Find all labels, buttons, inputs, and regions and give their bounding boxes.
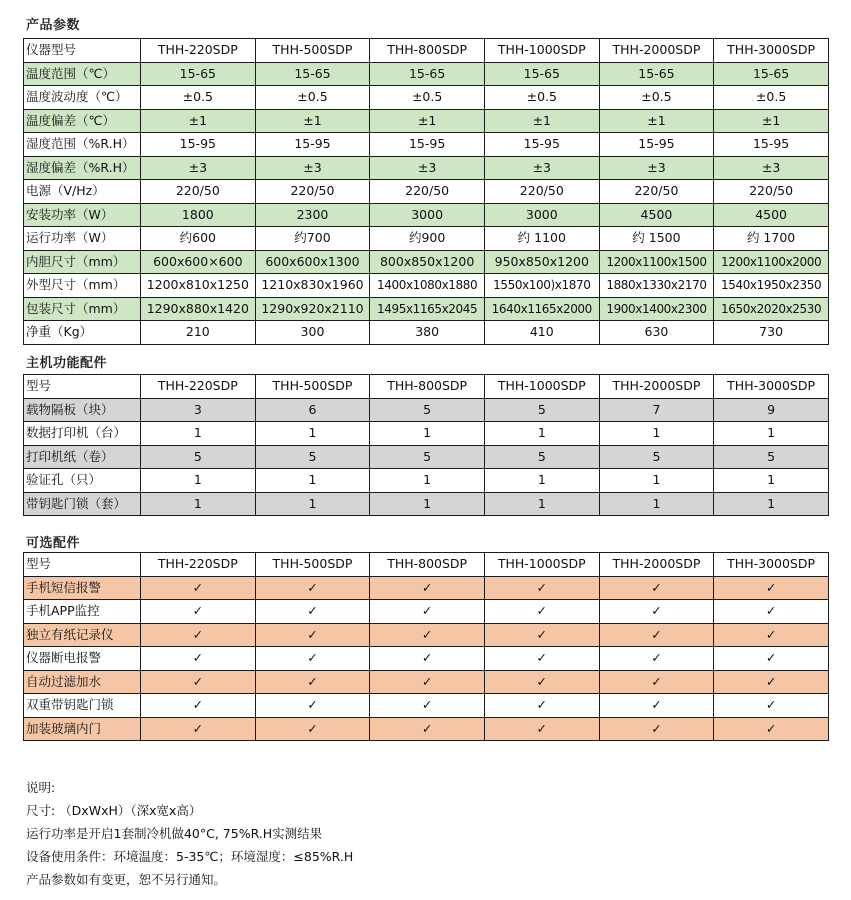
check-icon: ✓ bbox=[714, 717, 829, 741]
check-icon: ✓ bbox=[141, 576, 256, 600]
value-cell: 5 bbox=[370, 445, 485, 469]
note-line: 产品参数如有变更，恕不另行通知。 bbox=[26, 872, 227, 887]
value-cell: 220/50 bbox=[141, 180, 256, 204]
value-cell: ±1 bbox=[599, 109, 714, 133]
value-cell: 410 bbox=[484, 321, 599, 345]
model-header-cell: THH-220SDP bbox=[141, 39, 256, 63]
main-accessory-row bbox=[24, 492, 829, 516]
value-cell: 800x850x1200 bbox=[370, 250, 485, 274]
value-cell: 15-95 bbox=[714, 133, 829, 157]
row-label-cell: 运行功率（W） bbox=[24, 227, 141, 251]
row-label-cell: 仪器断电报警 bbox=[24, 647, 141, 671]
value-cell: 15-95 bbox=[599, 133, 714, 157]
check-icon: ✓ bbox=[141, 623, 256, 647]
header-label-cell: 仪器型号 bbox=[24, 39, 141, 63]
check-icon: ✓ bbox=[599, 647, 714, 671]
value-cell: 1650x2020x2530 bbox=[714, 297, 829, 321]
row-label-cell: 数据打印机（台） bbox=[24, 422, 141, 446]
value-cell: 1 bbox=[370, 469, 485, 493]
value-cell: 1 bbox=[255, 469, 370, 493]
main-accessories-section-title: 主机功能配件 bbox=[26, 356, 108, 371]
check-icon: ✓ bbox=[255, 600, 370, 624]
value-cell: 15-95 bbox=[141, 133, 256, 157]
value-cell: 1290x880x1420 bbox=[141, 297, 256, 321]
value-cell: 3000 bbox=[484, 203, 599, 227]
value-cell: 1 bbox=[370, 492, 485, 516]
row-label-cell: 加装玻璃内门 bbox=[24, 717, 141, 741]
check-icon: ✓ bbox=[255, 694, 370, 718]
main-accessory-row bbox=[24, 445, 829, 469]
value-cell: 1 bbox=[714, 422, 829, 446]
check-icon: ✓ bbox=[599, 600, 714, 624]
row-label-cell: 湿度范围（%R.H） bbox=[24, 133, 141, 157]
check-icon: ✓ bbox=[599, 670, 714, 694]
row-label-cell: 温度偏差（℃） bbox=[24, 109, 141, 133]
optional-accessories-table bbox=[23, 552, 829, 741]
check-icon: ✓ bbox=[255, 670, 370, 694]
value-cell: ±1 bbox=[141, 109, 256, 133]
check-icon: ✓ bbox=[141, 717, 256, 741]
row-label-cell: 载物隔板（块） bbox=[24, 398, 141, 422]
check-icon: ✓ bbox=[255, 717, 370, 741]
value-cell: 5 bbox=[714, 445, 829, 469]
check-icon: ✓ bbox=[370, 600, 485, 624]
check-icon: ✓ bbox=[255, 647, 370, 671]
value-cell: 1200x810x1250 bbox=[141, 274, 256, 298]
value-cell: 4500 bbox=[714, 203, 829, 227]
value-cell: 约600 bbox=[141, 227, 256, 251]
value-cell: 1 bbox=[484, 492, 599, 516]
check-icon: ✓ bbox=[484, 717, 599, 741]
model-header-cell: THH-800SDP bbox=[370, 375, 485, 399]
value-cell: 600x600×600 bbox=[141, 250, 256, 274]
value-cell: 约 1700 bbox=[714, 227, 829, 251]
value-cell: 1640x1165x2000 bbox=[484, 297, 599, 321]
main-accessories-table bbox=[23, 374, 829, 516]
row-label-cell: 外型尺寸（mm） bbox=[24, 274, 141, 298]
check-icon: ✓ bbox=[370, 717, 485, 741]
notes-title: 说明: bbox=[26, 780, 56, 795]
value-cell: 1 bbox=[141, 492, 256, 516]
value-cell: 5 bbox=[484, 398, 599, 422]
model-header-cell: THH-2000SDP bbox=[599, 553, 714, 577]
optional-accessory-row bbox=[24, 647, 829, 671]
row-label-cell: 净重（Kg） bbox=[24, 321, 141, 345]
value-cell: ±1 bbox=[484, 109, 599, 133]
value-cell: 15-65 bbox=[370, 62, 485, 86]
model-header-cell: THH-2000SDP bbox=[599, 39, 714, 63]
row-label-cell: 打印机纸（卷） bbox=[24, 445, 141, 469]
value-cell: 2300 bbox=[255, 203, 370, 227]
check-icon: ✓ bbox=[141, 600, 256, 624]
row-label-cell: 包装尺寸（mm） bbox=[24, 297, 141, 321]
model-header-cell: THH-800SDP bbox=[370, 553, 485, 577]
value-cell: 300 bbox=[255, 321, 370, 345]
row-label-cell: 独立有纸记录仪 bbox=[24, 623, 141, 647]
model-header-cell: THH-1000SDP bbox=[484, 375, 599, 399]
value-cell: 6 bbox=[255, 398, 370, 422]
notes-block bbox=[26, 776, 353, 891]
product-params-table bbox=[23, 38, 829, 345]
value-cell: 1 bbox=[714, 469, 829, 493]
row-label-cell: 温度范围（℃） bbox=[24, 62, 141, 86]
check-icon: ✓ bbox=[484, 623, 599, 647]
check-icon: ✓ bbox=[370, 670, 485, 694]
model-header-cell: THH-220SDP bbox=[141, 553, 256, 577]
value-cell: 600x600x1300 bbox=[255, 250, 370, 274]
value-cell: 约 1500 bbox=[599, 227, 714, 251]
value-cell: 15-65 bbox=[714, 62, 829, 86]
value-cell: 1200x1100x1500 bbox=[599, 250, 714, 274]
value-cell: 15-65 bbox=[141, 62, 256, 86]
check-icon: ✓ bbox=[484, 694, 599, 718]
value-cell: 15-65 bbox=[484, 62, 599, 86]
value-cell: 15-95 bbox=[484, 133, 599, 157]
value-cell: 15-65 bbox=[599, 62, 714, 86]
value-cell: 1 bbox=[714, 492, 829, 516]
value-cell: 5 bbox=[255, 445, 370, 469]
value-cell: 3 bbox=[141, 398, 256, 422]
main-accessory-row bbox=[24, 398, 829, 422]
value-cell: 1 bbox=[484, 469, 599, 493]
params-row bbox=[24, 321, 829, 345]
params-header-row bbox=[24, 39, 829, 63]
row-label-cell: 验证孔（只） bbox=[24, 469, 141, 493]
value-cell: ±0.5 bbox=[484, 86, 599, 110]
params-row bbox=[24, 133, 829, 157]
optional-accessory-row bbox=[24, 576, 829, 600]
model-header-cell: THH-3000SDP bbox=[714, 39, 829, 63]
main-accessory-row bbox=[24, 469, 829, 493]
value-cell: ±3 bbox=[370, 156, 485, 180]
params-row bbox=[24, 156, 829, 180]
value-cell: 1210x830x1960 bbox=[255, 274, 370, 298]
row-label-cell: 手机APP监控 bbox=[24, 600, 141, 624]
value-cell: 7 bbox=[599, 398, 714, 422]
check-icon: ✓ bbox=[141, 647, 256, 671]
check-icon: ✓ bbox=[484, 670, 599, 694]
value-cell: ±0.5 bbox=[599, 86, 714, 110]
check-icon: ✓ bbox=[370, 694, 485, 718]
optional-accessory-row bbox=[24, 694, 829, 718]
value-cell: 210 bbox=[141, 321, 256, 345]
params-row bbox=[24, 274, 829, 298]
value-cell: 730 bbox=[714, 321, 829, 345]
value-cell: 5 bbox=[484, 445, 599, 469]
value-cell: 1 bbox=[599, 422, 714, 446]
row-label-cell: 安装功率（W） bbox=[24, 203, 141, 227]
check-icon: ✓ bbox=[484, 647, 599, 671]
check-icon: ✓ bbox=[370, 647, 485, 671]
params-row bbox=[24, 203, 829, 227]
params-section-title: 产品参数 bbox=[26, 18, 81, 33]
value-cell: ±3 bbox=[141, 156, 256, 180]
params-row bbox=[24, 86, 829, 110]
optional-accessory-row bbox=[24, 670, 829, 694]
row-label-cell: 手机短信报警 bbox=[24, 576, 141, 600]
params-row bbox=[24, 62, 829, 86]
row-label-cell: 双重带钥匙门锁 bbox=[24, 694, 141, 718]
model-header-cell: THH-800SDP bbox=[370, 39, 485, 63]
value-cell: ±1 bbox=[370, 109, 485, 133]
model-header-cell: THH-1000SDP bbox=[484, 39, 599, 63]
model-header-cell: THH-500SDP bbox=[255, 39, 370, 63]
value-cell: 15-65 bbox=[255, 62, 370, 86]
check-icon: ✓ bbox=[141, 694, 256, 718]
value-cell: 220/50 bbox=[370, 180, 485, 204]
check-icon: ✓ bbox=[714, 623, 829, 647]
value-cell: 1495x1165x2045 bbox=[370, 297, 485, 321]
value-cell: 1880x1330x2170 bbox=[599, 274, 714, 298]
value-cell: 1800 bbox=[141, 203, 256, 227]
value-cell: 220/50 bbox=[255, 180, 370, 204]
check-icon: ✓ bbox=[370, 576, 485, 600]
model-header-cell: THH-220SDP bbox=[141, 375, 256, 399]
params-row bbox=[24, 297, 829, 321]
value-cell: 1 bbox=[599, 492, 714, 516]
check-icon: ✓ bbox=[714, 600, 829, 624]
check-icon: ✓ bbox=[599, 623, 714, 647]
note-line: 运行功率是开启1套制冷机做40°C, 75%R.H实测结果 bbox=[26, 826, 323, 841]
check-icon: ✓ bbox=[599, 717, 714, 741]
row-label-cell: 湿度偏差（%R.H） bbox=[24, 156, 141, 180]
value-cell: ±1 bbox=[714, 109, 829, 133]
model-header-cell: THH-2000SDP bbox=[599, 375, 714, 399]
value-cell: ±3 bbox=[255, 156, 370, 180]
value-cell: ±3 bbox=[484, 156, 599, 180]
value-cell: 3000 bbox=[370, 203, 485, 227]
value-cell: 220/50 bbox=[484, 180, 599, 204]
value-cell: 1 bbox=[141, 422, 256, 446]
row-label-cell: 带钥匙门锁（套） bbox=[24, 492, 141, 516]
note-line: 尺寸: （DxWxH）（深x宽x高） bbox=[26, 803, 202, 818]
check-icon: ✓ bbox=[714, 647, 829, 671]
model-header-cell: THH-3000SDP bbox=[714, 553, 829, 577]
value-cell: ±0.5 bbox=[714, 86, 829, 110]
value-cell: 1400x1080x1880 bbox=[370, 274, 485, 298]
optional-accessories-section-title: 可选配件 bbox=[26, 536, 81, 551]
value-cell: ±1 bbox=[255, 109, 370, 133]
value-cell: 1290x920x2110 bbox=[255, 297, 370, 321]
check-icon: ✓ bbox=[484, 576, 599, 600]
main-accessory-row bbox=[24, 422, 829, 446]
value-cell: 220/50 bbox=[714, 180, 829, 204]
params-row bbox=[24, 109, 829, 133]
value-cell: 1 bbox=[370, 422, 485, 446]
check-icon: ✓ bbox=[599, 576, 714, 600]
value-cell: 约900 bbox=[370, 227, 485, 251]
value-cell: 1900x1400x2300 bbox=[599, 297, 714, 321]
check-icon: ✓ bbox=[714, 694, 829, 718]
check-icon: ✓ bbox=[141, 670, 256, 694]
params-row bbox=[24, 227, 829, 251]
note-line: 设备使用条件：环境温度：5-35℃；环境湿度：≤85%R.H bbox=[26, 849, 354, 864]
optional-accessory-header-row bbox=[24, 553, 829, 577]
value-cell: 950x850x1200 bbox=[484, 250, 599, 274]
model-header-cell: THH-500SDP bbox=[255, 553, 370, 577]
main-accessory-header-row bbox=[24, 375, 829, 399]
model-header-cell: THH-1000SDP bbox=[484, 553, 599, 577]
check-icon: ✓ bbox=[255, 623, 370, 647]
check-icon: ✓ bbox=[370, 623, 485, 647]
value-cell: 1200x1100x2000 bbox=[714, 250, 829, 274]
value-cell: 5 bbox=[370, 398, 485, 422]
value-cell: ±0.5 bbox=[141, 86, 256, 110]
value-cell: 1 bbox=[484, 422, 599, 446]
row-label-cell: 电源（V/Hz） bbox=[24, 180, 141, 204]
value-cell: 4500 bbox=[599, 203, 714, 227]
value-cell: 15-95 bbox=[370, 133, 485, 157]
value-cell: ±3 bbox=[714, 156, 829, 180]
value-cell: 630 bbox=[599, 321, 714, 345]
value-cell: 1 bbox=[599, 469, 714, 493]
row-label-cell: 自动过滤加水 bbox=[24, 670, 141, 694]
params-row bbox=[24, 180, 829, 204]
value-cell: ±3 bbox=[599, 156, 714, 180]
header-label-cell: 型号 bbox=[24, 553, 141, 577]
value-cell: 约700 bbox=[255, 227, 370, 251]
value-cell: 220/50 bbox=[599, 180, 714, 204]
check-icon: ✓ bbox=[255, 576, 370, 600]
header-label-cell: 型号 bbox=[24, 375, 141, 399]
value-cell: 1 bbox=[255, 492, 370, 516]
value-cell: 1 bbox=[141, 469, 256, 493]
row-label-cell: 内胆尺寸（mm） bbox=[24, 250, 141, 274]
optional-accessory-row bbox=[24, 600, 829, 624]
model-header-cell: THH-3000SDP bbox=[714, 375, 829, 399]
optional-accessory-row bbox=[24, 623, 829, 647]
value-cell: 5 bbox=[141, 445, 256, 469]
value-cell: 5 bbox=[599, 445, 714, 469]
model-header-cell: THH-500SDP bbox=[255, 375, 370, 399]
value-cell: 1 bbox=[255, 422, 370, 446]
value-cell: 1540x1950x2350 bbox=[714, 274, 829, 298]
optional-accessory-row bbox=[24, 717, 829, 741]
row-label-cell: 温度波动度（℃） bbox=[24, 86, 141, 110]
check-icon: ✓ bbox=[484, 600, 599, 624]
value-cell: 约 1100 bbox=[484, 227, 599, 251]
check-icon: ✓ bbox=[714, 670, 829, 694]
value-cell: 15-95 bbox=[255, 133, 370, 157]
params-row bbox=[24, 250, 829, 274]
value-cell: 9 bbox=[714, 398, 829, 422]
value-cell: ±0.5 bbox=[255, 86, 370, 110]
value-cell: ±0.5 bbox=[370, 86, 485, 110]
value-cell: 380 bbox=[370, 321, 485, 345]
check-icon: ✓ bbox=[714, 576, 829, 600]
value-cell: 1550x100)x1870 bbox=[484, 274, 599, 298]
check-icon: ✓ bbox=[599, 694, 714, 718]
